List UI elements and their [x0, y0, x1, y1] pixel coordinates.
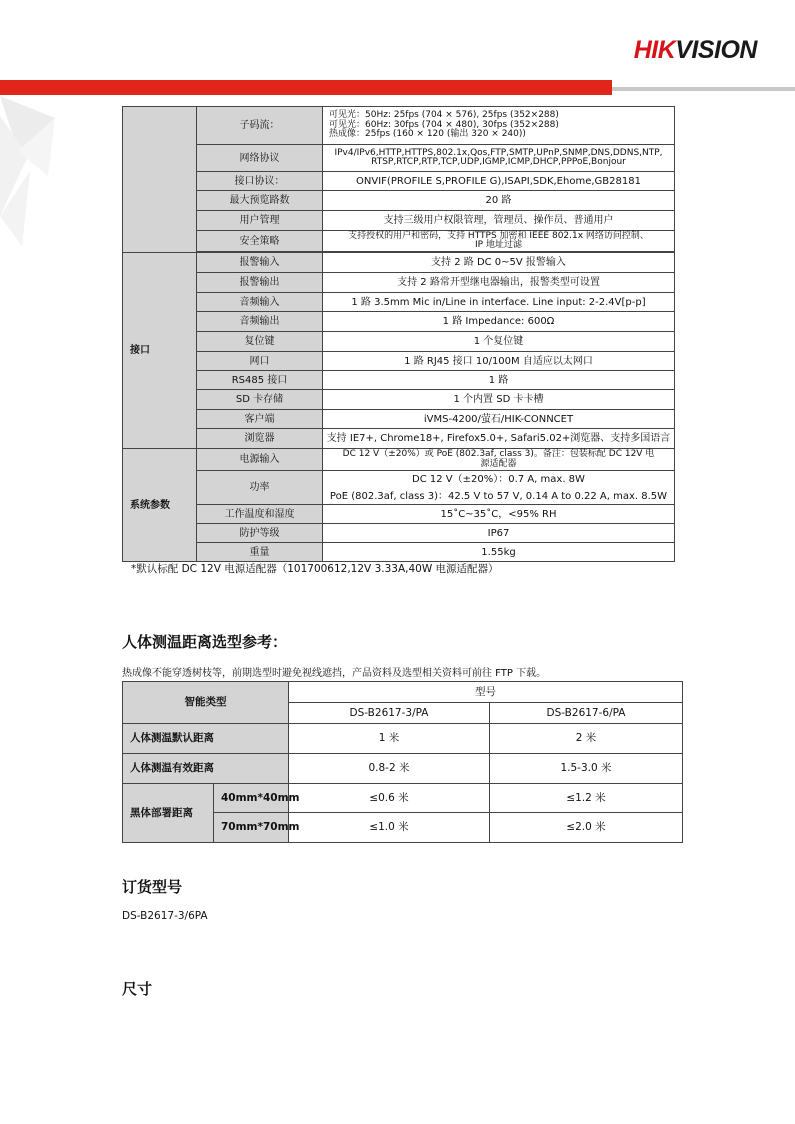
- default-distance-a: 1 米: [289, 724, 490, 754]
- browser-label: 浏览器: [197, 429, 323, 449]
- protect-value: IP67: [323, 524, 675, 543]
- stream-line-2: 可见光：60Hz: 30fps (704 × 480), 30fps (352×288): [329, 119, 559, 130]
- model-header: 型号: [289, 682, 683, 703]
- alarm-out-value: 支持 2 路常开型继电器输出，报警类型可设置: [323, 273, 675, 293]
- decorative-triangles: [0, 96, 80, 256]
- stream-line-3: 热成像：25fps (160 × 120 (输出 320 × 240)): [329, 129, 526, 140]
- security-value: [323, 231, 675, 252]
- sd-label: SD 卡存储: [197, 390, 323, 410]
- power-line-1: DC 12 V（±20%）：0.7 A, max. 8W: [412, 473, 585, 485]
- client-label: 客户端: [197, 410, 323, 429]
- effective-distance-a: 0.8-2 米: [289, 754, 490, 784]
- security-label: 安全策略: [197, 231, 323, 252]
- api-value: ONVIF(PROFILE S,PROFILE G),ISAPI,SDK,Ehome,GB28181: [323, 172, 675, 191]
- rs485-value: 1 路: [323, 371, 675, 390]
- row-blackbody-distance: 黑体部署距离: [123, 784, 214, 843]
- temp-value: 15˚C~35˚C，<95% RH: [323, 505, 675, 524]
- temp-label: 工作温度和湿度: [197, 505, 323, 524]
- client-value: iVMS-4200/萤石/HIK-CONNCET: [323, 410, 675, 429]
- network-category-cell: [123, 107, 197, 253]
- effective-distance-b: 1.5-3.0 米: [490, 754, 683, 784]
- audio-in-label: 音频输入: [197, 293, 323, 312]
- hikvision-logo: [634, 36, 757, 65]
- section-intro-para: 热成像不能穿透树枝等，前期选型时避免视线遮挡，产品资料及选型相关资料可前往 FTP 下载。: [122, 668, 547, 679]
- user-value: 支持三级用户权限管理，管理员、操作员、普通用户: [323, 211, 675, 231]
- protocol-line-2: RTSP,RTCP,RTP,TCP,UDP,IGMP,ICMP,DHCP,PPPoE,Bonjour: [371, 157, 626, 167]
- security-line-2: IP 地址过滤: [475, 240, 522, 250]
- default-distance-b: 2 米: [490, 724, 683, 754]
- audio-out-value: 1 路 Impedance: 600Ω: [323, 312, 675, 332]
- blackbody-40-b: ≤1.2 米: [490, 784, 683, 813]
- power-in-line-2: 源适配器: [480, 458, 517, 469]
- api-label: 接口协议：: [197, 172, 323, 191]
- distance-table: [122, 681, 683, 843]
- preview-value: 20 路: [323, 191, 675, 211]
- sd-value: 1 个内置 SD 卡卡槽: [323, 390, 675, 410]
- header-grey-bar: [612, 87, 795, 91]
- reset-label: 复位键: [197, 332, 323, 352]
- browser-value: 支持 IE7+, Chrome18+, Firefox5.0+, Safari5.02+浏览器、支持多国语言: [323, 429, 675, 449]
- section-title-dimensions: 尺寸: [122, 980, 153, 998]
- audio-in-value: 1 路 3.5mm Mic in/Line in interface. Line input: 2-2.4V[p-p]: [323, 293, 675, 312]
- power-in-line-1: DC 12 V（±20%）或 PoE (802.3af, class 3)。备注：包装标配 DC 12V 电: [342, 449, 655, 459]
- interface-category: 接口: [123, 253, 197, 449]
- blackbody-40: 40mm*40mm: [214, 784, 289, 813]
- blackbody-40-a: ≤0.6 米: [289, 784, 490, 813]
- smart-type-header: 智能类型: [123, 682, 289, 724]
- network-port-value: 1 路 RJ45 接口 10/100M 自适应以太网口: [323, 352, 675, 371]
- power-label: 功率: [197, 471, 323, 505]
- header-red-bar: [0, 80, 612, 95]
- stream-line-1: 可见光：50Hz: 25fps (704 × 576), 25fps (352×288): [329, 110, 559, 121]
- protocol-label: 网络协议: [197, 145, 323, 172]
- blackbody-70-a: ≤1.0 米: [289, 813, 490, 843]
- user-label: 用户管理: [197, 211, 323, 231]
- section-title-distance: 人体测温距离选型参考：: [122, 633, 288, 651]
- alarm-out-label: 报警输出: [197, 273, 323, 293]
- model-b: DS-B2617-6/PA: [490, 703, 683, 724]
- order-model: DS-B2617-3/6PA: [122, 910, 208, 922]
- protect-label: 防护等级: [197, 524, 323, 543]
- network-port-label: 网口: [197, 352, 323, 371]
- rs485-label: RS485 接口: [197, 371, 323, 390]
- row-effective-distance: 人体测温有效距离: [123, 754, 289, 784]
- blackbody-70: 70mm*70mm: [214, 813, 289, 843]
- power-in-label: 电源输入: [197, 449, 323, 471]
- adapter-note: *默认标配 DC 12V 电源适配器（101700612,12V 3.33A,40W 电源适配器）: [131, 563, 499, 575]
- model-a: DS-B2617-3/PA: [289, 703, 490, 724]
- power-value: [323, 471, 675, 505]
- audio-out-label: 音频输出: [197, 312, 323, 332]
- weight-value: 1.55kg: [323, 543, 675, 562]
- logo-hik: HIK: [633, 36, 676, 64]
- alarm-in-value: 支持 2 路 DC 0~5V 报警输入: [323, 253, 675, 273]
- power-line-2: PoE (802.3af, class 3)：42.5 V to 57 V, 0.14 A to 0.22 A, max. 8.5W: [329, 490, 668, 502]
- blackbody-70-b: ≤2.0 米: [490, 813, 683, 843]
- reset-value: 1 个复位键: [323, 332, 675, 352]
- system-category: 系统参数: [123, 449, 197, 562]
- stream-label: 子码流：: [197, 107, 323, 145]
- weight-label: 重量: [197, 543, 323, 562]
- protocol-value: [323, 145, 675, 172]
- row-default-distance: 人体测温默认距离: [123, 724, 289, 754]
- power-in-value: [323, 449, 675, 471]
- preview-label: 最大预览路数: [197, 191, 323, 211]
- logo-vision: VISION: [675, 36, 757, 64]
- section-title-order: 订货型号: [122, 878, 183, 896]
- stream-value: [323, 107, 675, 145]
- protocol-line-1: IPv4/IPv6,HTTP,HTTPS,802.1x,Qos,FTP,SMTP,UPnP,SNMP,DNS,DDNS,NTP,: [334, 147, 663, 158]
- spec-table: [122, 106, 675, 562]
- alarm-in-label: 报警输入: [197, 253, 323, 273]
- security-line-1: 支持授权的用户和密码，支持 HTTPS 加密和 IEEE 802.1x 网络访问控制、: [348, 230, 649, 241]
